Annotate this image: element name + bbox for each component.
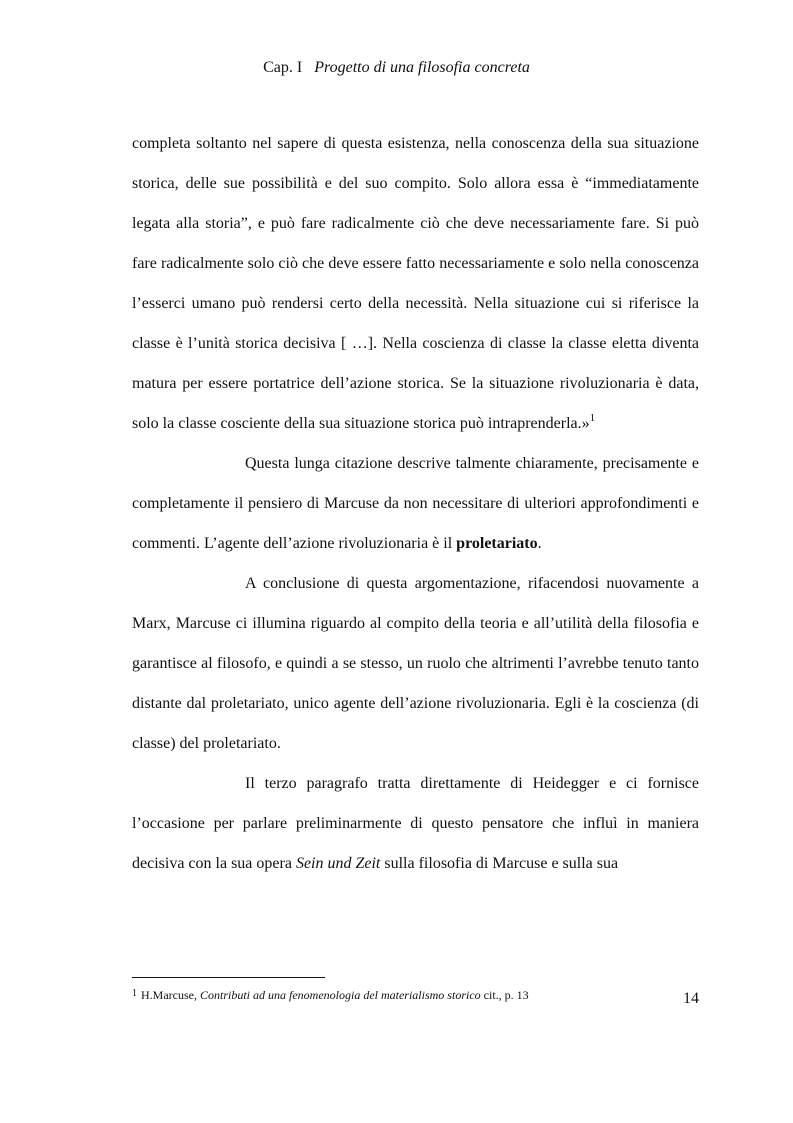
paragraph-2-text: Questa lunga citazione descrive talmente chiaramente, precisamente e completamente il pensiero di Marcuse da non necessitare di ulteriori approfondimenti e commenti. L’agente dell’azione rivoluzionaria è il (132, 455, 699, 552)
paragraph-3 (132, 564, 699, 764)
footnote-ref: 1 (589, 412, 596, 424)
paragraph-2 (132, 444, 699, 564)
paragraph-1 (132, 124, 699, 444)
paragraph-4 (132, 764, 699, 884)
footnote (132, 986, 582, 1003)
paragraph-2-end: . (537, 535, 542, 552)
footnote-divider (132, 977, 325, 978)
bold-term: proletariato (456, 535, 538, 552)
paragraph-1-text: completa soltanto nel sapere di questa esistenza, nella conoscenza della sua situazione storica, delle sue possibilità e del suo compito. Solo allora essa è “immediatamente legata alla storia”, e può fare radicalmente ciò che deve necessariamente fare. Si può fare radicalmente solo ciò che deve essere fatto necessariamente e solo nella conoscenza l’esserci umano può rendersi certo della necessità. Nella situazione cui si riferisce la classe è l’unità storica decisiva [ …]. Nella coscienza di classe la classe eletta diventa matura per essere portatrice dell’azione storica. Se la situazione rivoluzionaria è data, solo la classe cosciente della sua situazione storica può intraprenderla.» (132, 135, 699, 432)
paragraph-3-text: A conclusione di questa argomentazione, rifacendosi nuovamente a Marx, Marcuse ci illumina riguardo al compito della teoria e all’utilità della filosofia e garantisce al filosofo, e quindi a se stesso, un ruolo che altrimenti l’avrebbe tenuto tanto distante dal proletariato, unico agente dell’azione rivoluzionaria. Egli è la coscienza (di classe) del proletariato. (132, 575, 699, 752)
footnote-author: H.Marcuse, (141, 988, 197, 1002)
book-title: Sein und Zeit (295, 855, 381, 872)
page-number: 14 (683, 990, 699, 1007)
paragraph-4-text: Il terzo paragrafo tratta direttamente di Heidegger e ci fornisce l’occasione per parlare preliminarmente di questo pensatore che influì in maniera decisiva con la sua opera (132, 775, 699, 872)
footnote-citation: cit., p. 13 (483, 988, 529, 1002)
running-header (0, 58, 793, 78)
chapter-label: Cap. I (263, 59, 303, 76)
footnote-work: Contributi ad una fenomenologia del materialismo storico (199, 988, 481, 1002)
chapter-title: Progetto di una filosofia concreta (314, 59, 530, 76)
footnote-number: 1 (132, 988, 137, 999)
body-text (132, 124, 699, 884)
paragraph-4-end: sulla filosofia di Marcuse e sulla sua (380, 855, 619, 872)
